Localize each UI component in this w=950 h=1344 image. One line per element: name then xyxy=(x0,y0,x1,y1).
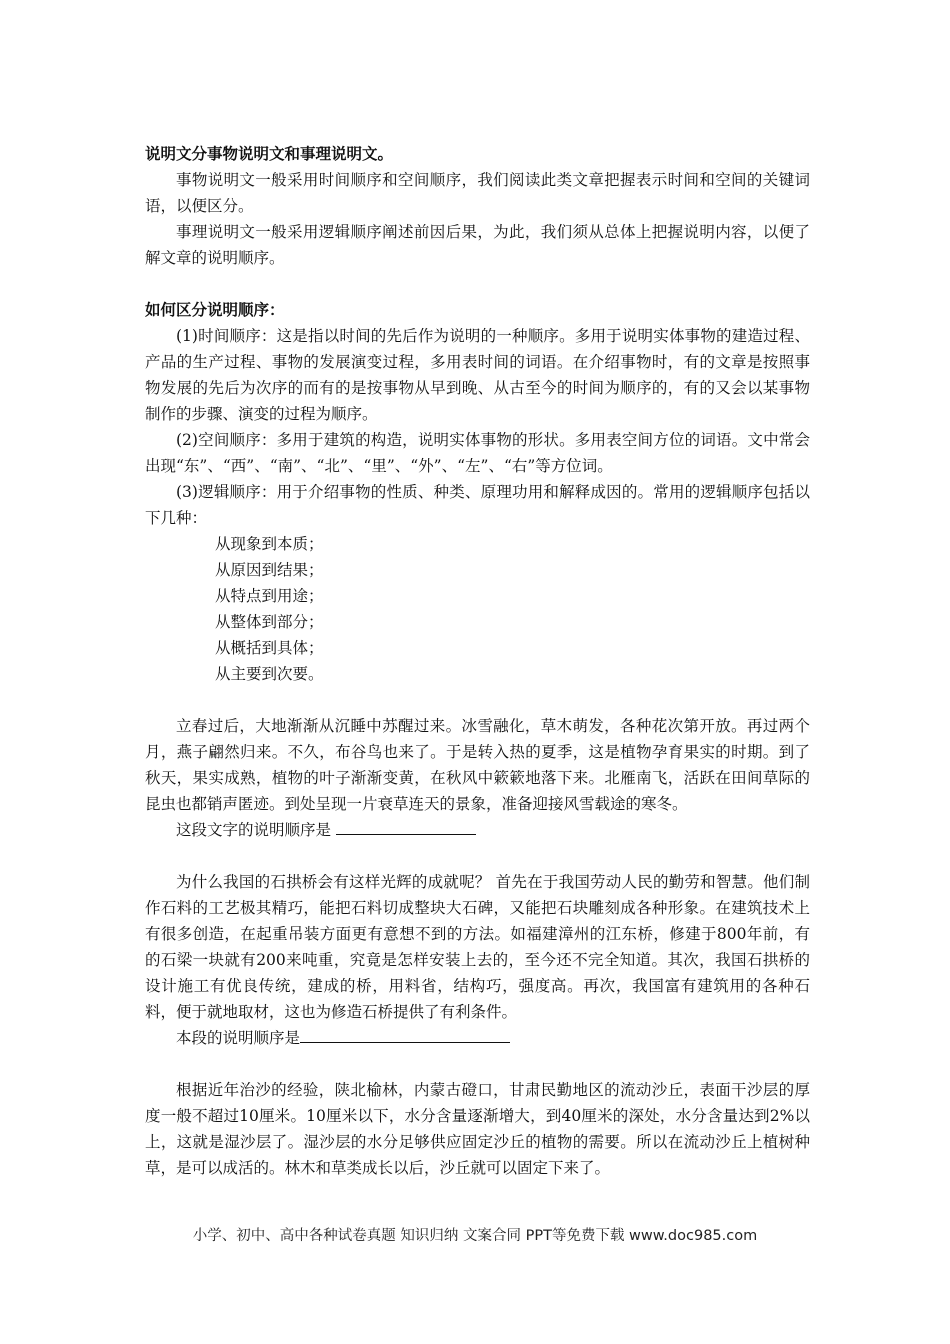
logic-order-paragraph: (3)逻辑顺序：用于介绍事物的性质、种类、原理功用和解释成因的。常用的逻辑顺序包括以下几种： xyxy=(145,483,810,527)
passage1-question-text: 这段文字的说明顺序是 xyxy=(176,821,336,839)
section1-heading: 说明文分事物说明文和事理说明文。 xyxy=(145,144,394,163)
list-item: 从整体到部分； xyxy=(215,613,324,631)
list-item: 从概括到具体； xyxy=(215,639,324,657)
section2-heading: 如何区分说明顺序： xyxy=(145,300,285,319)
section1-paragraph-1: 事物说明文一般采用时间顺序和空间顺序，我们阅读此类文章把握表示时间和空间的关键词语，以便区分。 xyxy=(145,171,810,215)
passage3-text: 根据近年治沙的经验，陕北榆林，内蒙古磴口，甘肃民勤地区的流动沙丘，表面干沙层的厚度一般不超过10厘米。10厘米以下，水分含量逐渐增大，到40厘米的深处，水分含量达到2%以上，这就是湿沙层了。湿沙层的水分足够供应固定沙丘的植物的需要。所以在流动沙丘上植树种草，是可以成活的。林木和草类成长以后，沙丘就可以固定下来了。 xyxy=(145,1081,810,1177)
list-item: 从特点到用途； xyxy=(215,587,324,605)
list-item: 从原因到结果； xyxy=(215,561,324,579)
list-item: 从主要到次要。 xyxy=(215,665,324,683)
document-body xyxy=(145,141,810,1181)
space-order-paragraph: (2)空间顺序：多用于建筑的构造，说明实体事物的形状。多用表空间方位的词语。文中常会出现“东”、“西”、“南”、“北”、“里”、“外”、“左”、“右”等方位词。 xyxy=(145,431,810,475)
list-item: 从现象到本质； xyxy=(215,535,324,553)
section1-paragraph-2: 事理说明文一般采用逻辑顺序阐述前因后果，为此，我们须从总体上把握说明内容，以便了解文章的说明顺序。 xyxy=(145,223,810,267)
passage2-question-text: 本段的说明顺序是 xyxy=(176,1029,301,1047)
passage1-text: 立春过后，大地渐渐从沉睡中苏醒过来。冰雪融化，草木萌发，各种花次第开放。再过两个月，燕子翩然归来。不久，布谷鸟也来了。于是转入热的夏季，这是植物孕育果实的时期。到了秋天，果实成熟，植物的叶子渐渐变黄，在秋风中簌簌地落下来。北雁南飞，活跃在田间草际的昆虫也都销声匿迹。到处呈现一片衰草连天的景象，准备迎接风雪载途的寒冬。 xyxy=(145,717,810,813)
page-footer: 小学、初中、高中各种试卷真题 知识归纳 文案合同 PPT等免费下载 www.doc985.com xyxy=(192,1228,758,1244)
passage2-text: 为什么我国的石拱桥会有这样光辉的成就呢？ 首先在于我国劳动人民的勤劳和智慧。他们制作石料的工艺极其精巧，能把石料切成整块大石碑，又能把石块雕刻成各种形象。在建筑技术上有很多创造，在起重吊装方面更有意想不到的方法。如福建漳州的江东桥，修建于800年前，有的石梁一块就有200来吨重，究竟是怎样安装上去的，至今还不完全知道。其次，我国石拱桥的设计施工有优良传统，建成的桥，用料省，结构巧，强度高。再次，我国富有建筑用的各种石料，便于就地取材，这也为修造石桥提供了有利条件。 xyxy=(145,873,810,1021)
passage1-question xyxy=(145,817,810,843)
passage2-answer-blank[interactable] xyxy=(300,1028,510,1043)
passage1-answer-blank[interactable] xyxy=(336,820,476,835)
logic-order-list xyxy=(145,531,810,687)
passage2-question xyxy=(145,1025,810,1051)
time-order-paragraph: (1)时间顺序：这是指以时间的先后作为说明的一种顺序。多用于说明实体事物的建造过程、产品的生产过程、事物的发展演变过程，多用表时间的词语。在介绍事物时，有的文章是按照事物发展的先后为次序的而有的是按事物从早到晚、从古至今的时间为顺序的，有的又会以某事物制作的步骤、演变的过程为顺序。 xyxy=(145,327,810,423)
